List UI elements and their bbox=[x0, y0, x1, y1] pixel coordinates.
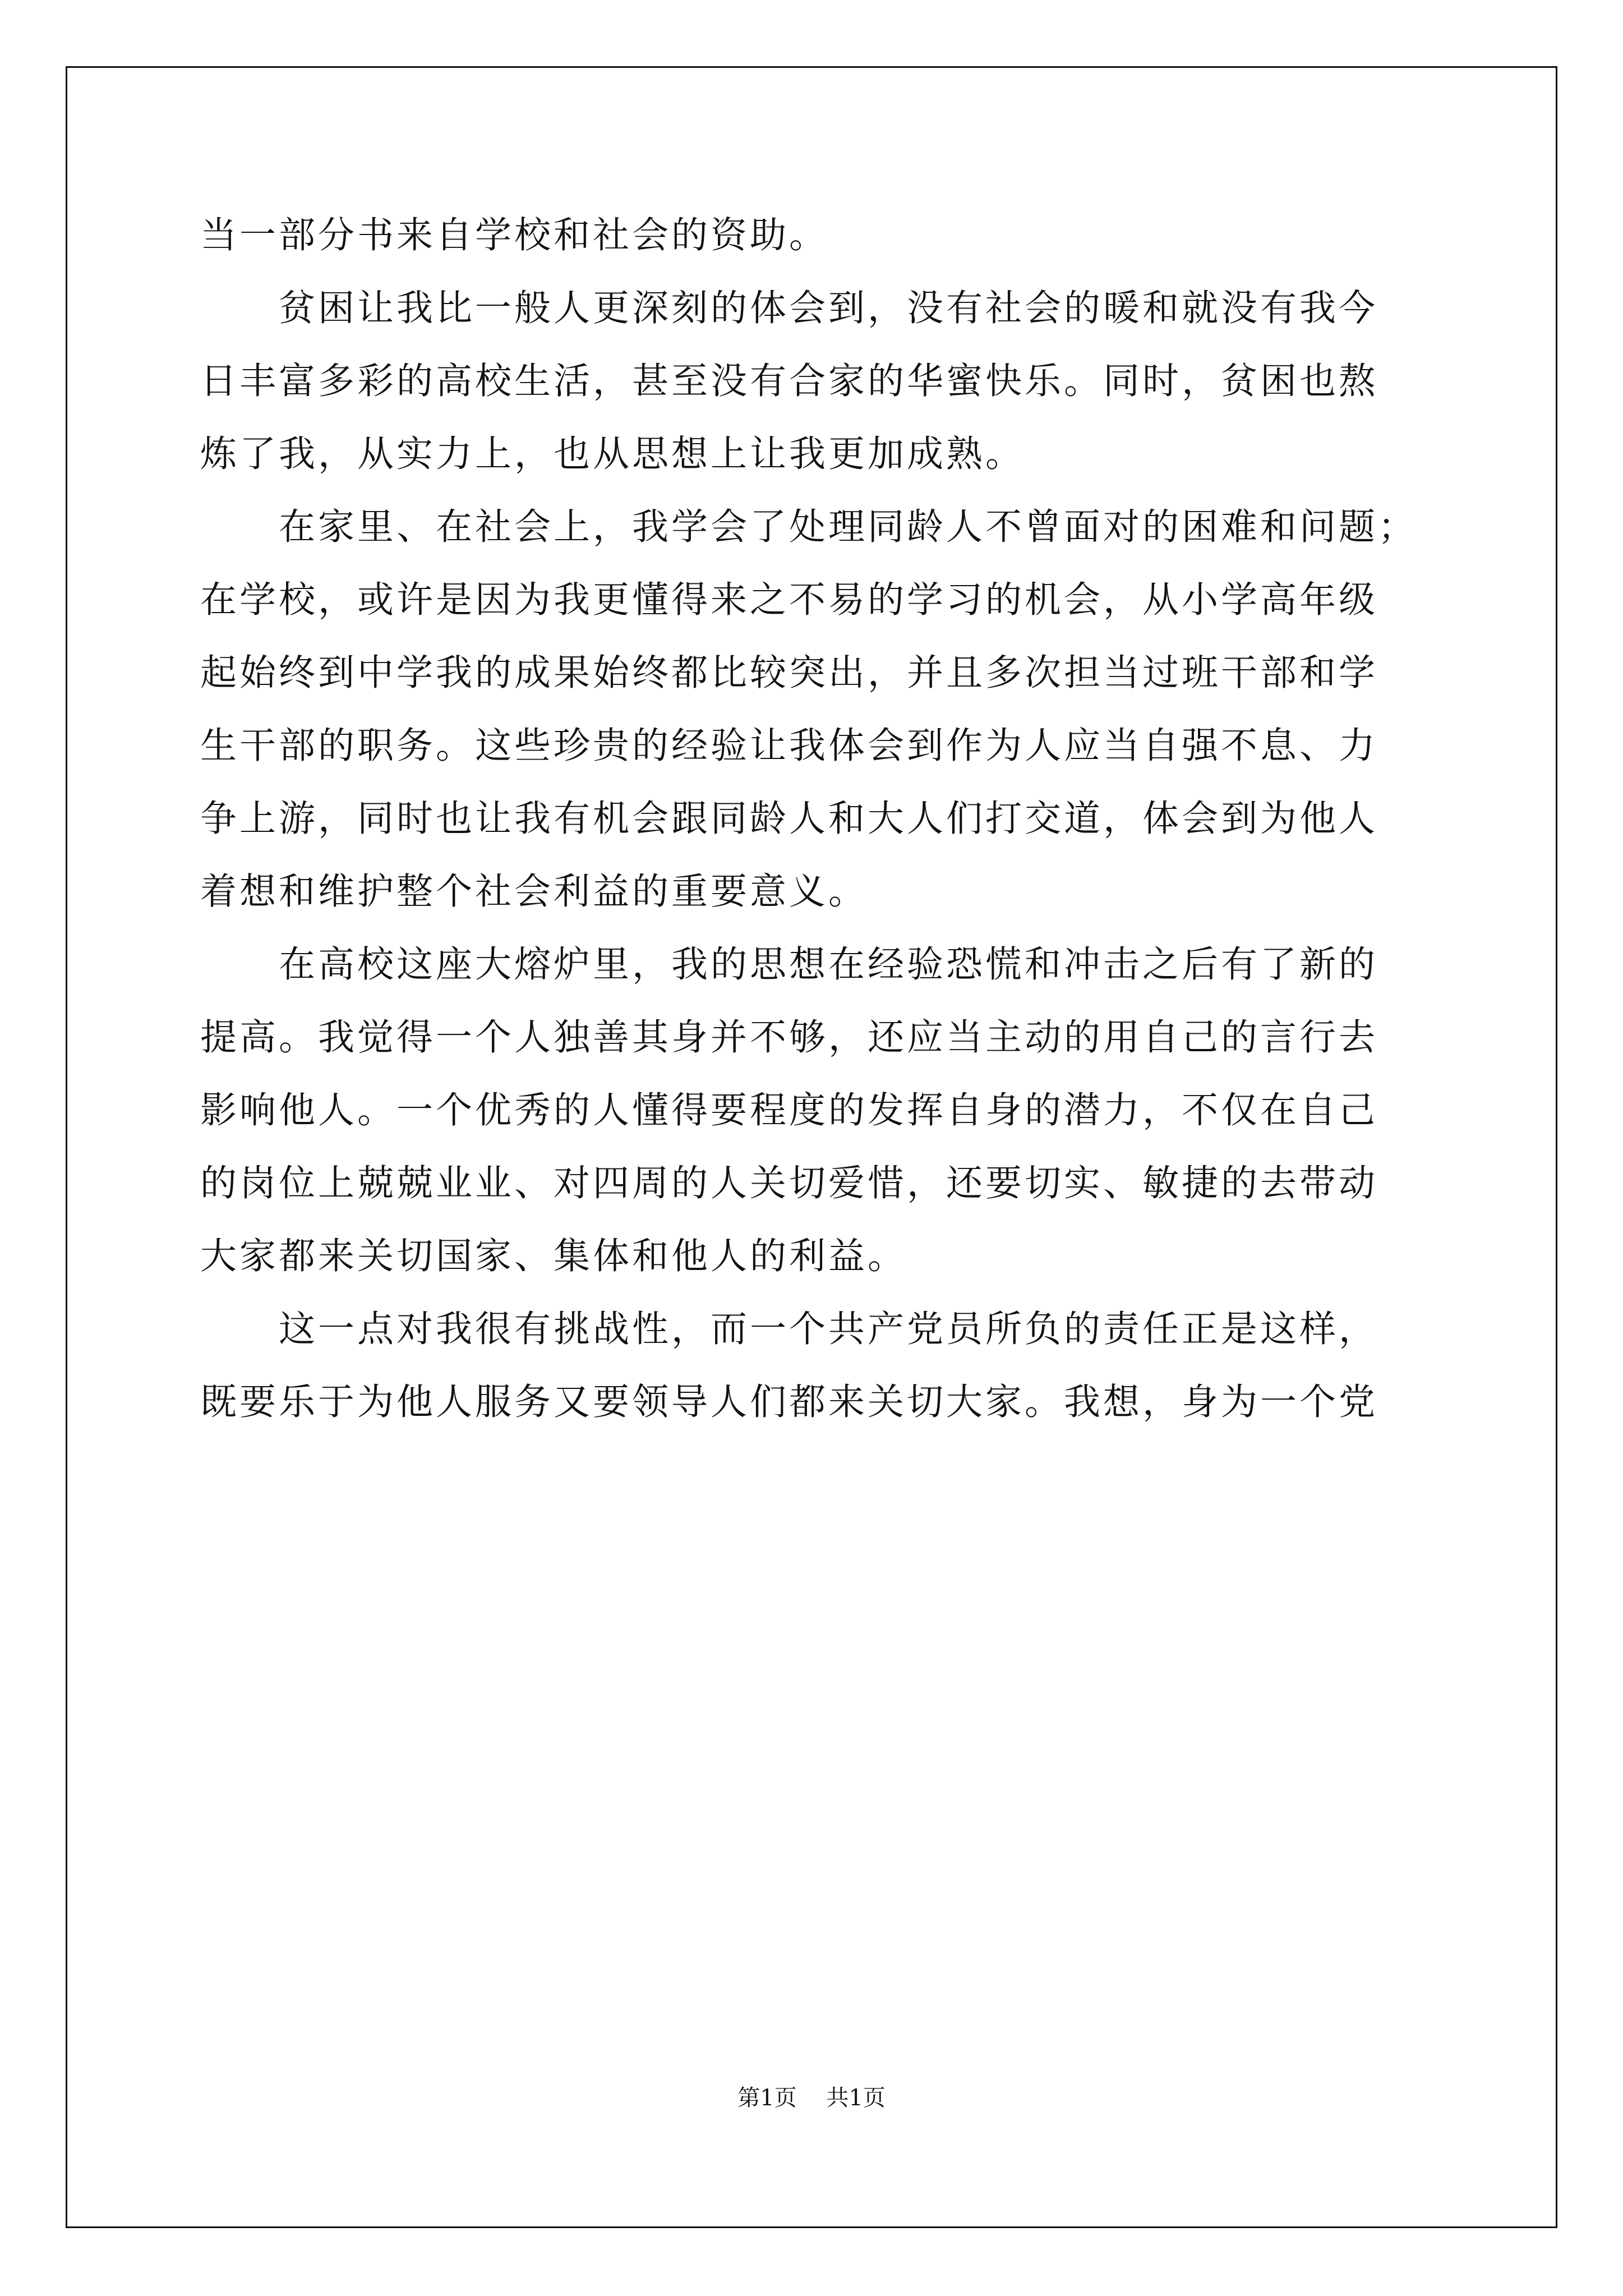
text-line: 影响他人。一个优秀的人懂得要程度的发挥自身的潜力，不仅在自己 bbox=[200, 1089, 1378, 1131]
text-line: 着想和维护整个社会利益的重要意义。 bbox=[200, 871, 868, 913]
text-line: 大家都来关切国家、集体和他人的利益。 bbox=[200, 1235, 907, 1277]
text-line: 争上游，同时也让我有机会跟同龄人和大人们打交道，体会到为他人 bbox=[200, 798, 1378, 840]
text-line: 在学校，或许是因为我更懂得来之不易的学习的机会，从小学高年级 bbox=[200, 579, 1378, 621]
page-total: 共1页 bbox=[826, 2085, 886, 2111]
text-line: 起始终到中学我的成果始终都比较突出，并且多次担当过班干部和学 bbox=[200, 652, 1378, 694]
text-line: 日丰富多彩的高校生活，甚至没有合家的华蜜快乐。同时，贫困也熬 bbox=[200, 360, 1378, 402]
page-number: 第1页 bbox=[737, 2085, 797, 2111]
document-body bbox=[200, 199, 1434, 1439]
text-line: 生干部的职务。这些珍贵的经验让我体会到作为人应当自强不息、力 bbox=[200, 725, 1378, 767]
text-line: 既要乐于为他人服务又要领导人们都来关切大家。我想，身为一个党 bbox=[200, 1381, 1378, 1423]
text-line: 这一点对我很有挑战性，而一个共产党员所负的责任正是这样， bbox=[279, 1308, 1378, 1350]
text-line: 贫困让我比一般人更深刻的体会到，没有社会的暖和就没有我今 bbox=[279, 287, 1378, 329]
text-line: 在家里、在社会上，我学会了处理同龄人不曾面对的困难和问题； bbox=[279, 506, 1418, 548]
text-line: 当一部分书来自学校和社会的资助。 bbox=[200, 214, 829, 256]
text-line: 的岗位上兢兢业业、对四周的人关切爱惜，还要切实、敏捷的去带动 bbox=[200, 1162, 1378, 1204]
text-line: 炼了我，从实力上，也从思想上让我更加成熟。 bbox=[200, 433, 1025, 475]
text-line: 在高校这座大熔炉里，我的思想在经验恐慌和冲击之后有了新的 bbox=[279, 944, 1378, 986]
page-footer bbox=[0, 2080, 1623, 2112]
text-line: 提高。我觉得一个人独善其身并不够，还应当主动的用自己的言行去 bbox=[200, 1016, 1378, 1059]
